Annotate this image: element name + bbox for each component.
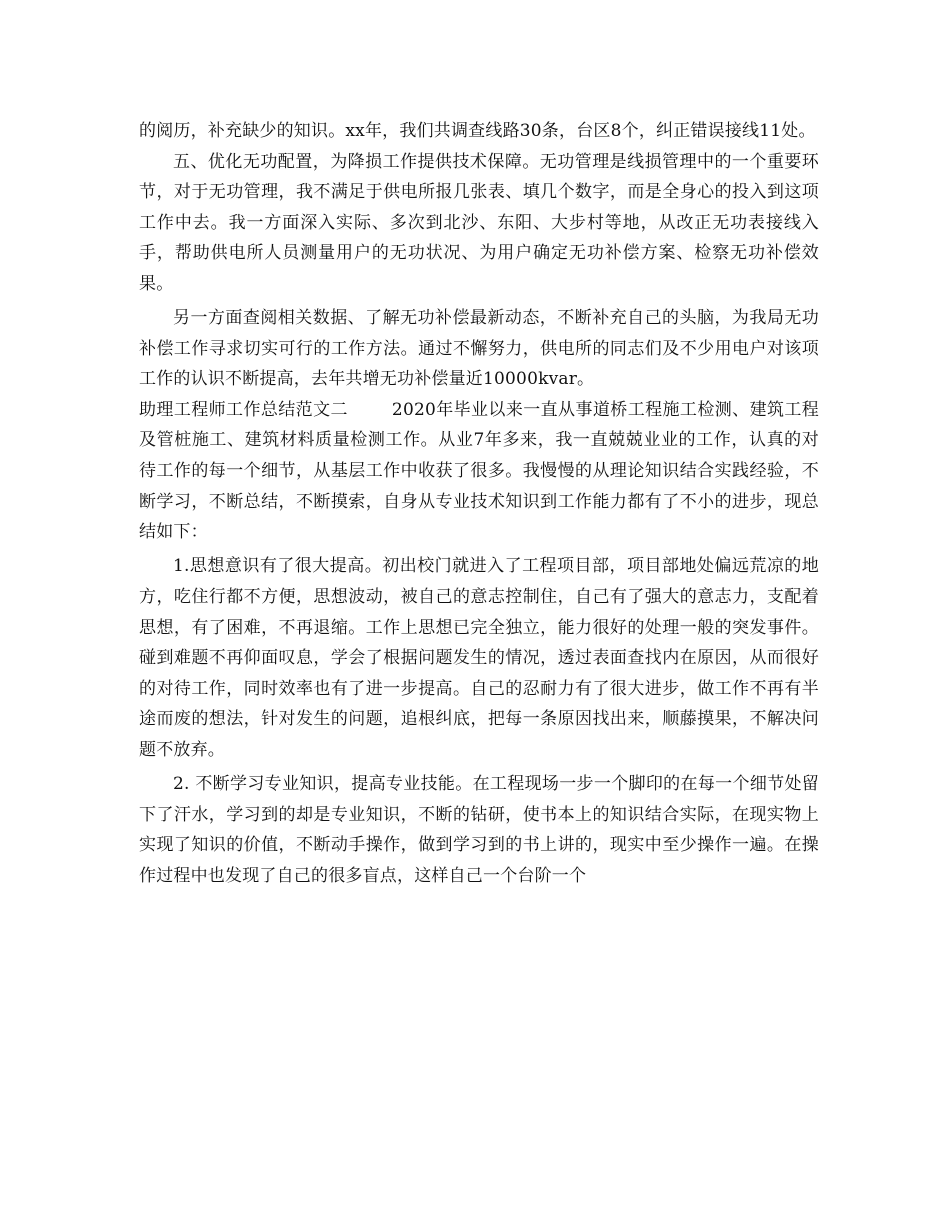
document-body — [139, 116, 819, 895]
paragraph-reactive-power-optimization: 五、优化无功配置，为降损工作提供技术保障。无功管理是线损管理中的一个重要环节，对于无功管理，我不满足于供电所报几张表、填几个数字，而是全身心的投入到这项工作中去。我一方面深入实际、多次到北沙、东阳、大步村等地，从改正无功表接线入手，帮助供电所人员测量用户的无功状况、为用户确定无功补偿方案、检察无功补偿效果。 — [139, 151, 819, 294]
paragraph-reactive-compensation-research: 另一方面查阅相关数据、了解无功补偿最新动态，不断补充自己的头脑，为我局无功补偿工作寻求切实可行的工作方法。通过不懈努力，供电所的同志们及不少用电户对该项工作的认识不断提高，去年共增无功补偿量近10000kvar。 — [139, 308, 819, 390]
section-intro-text: 2020年毕业以来一直从事道桥工程施工检测、建筑工程及管桩施工、建筑材料质量检测工作。从业7年多来，我一直兢兢业业的工作，认真的对待工作的每一个细节，从基层工作中收获了很多。我慢慢的从理论知识结合实践经验，不断学习，不断总结，不断摸索，自身从专业技术知识到工作能力都有了不小的进步，现总结如下： — [139, 399, 819, 543]
section-heading: 助理工程师工作总结范文二 — [139, 399, 348, 420]
paragraph-continuation: 的阅历，补充缺少的知识。xx年，我们共调查线路30条，台区8个，纠正错误接线11处。 — [139, 121, 816, 141]
paragraph-professional-learning: 2. 不断学习专业知识，提高专业技能。在工程现场一步一个脚印的在每一个细节处留下了汗水，学习到的却是专业知识，不断的钻研，使书本上的知识结合实际，在现实物上实现了知识的价值，不断动手操作，做到学习到的书上讲的，现实中至少操作一遍。在操作过程中也发现了自己的很多盲点，这样自己一个台阶一个 — [139, 773, 819, 886]
paragraph-ideological-awareness: 1.思想意识有了很大提高。初出校门就进入了工程项目部，项目部地处偏远荒凉的地方，吃住行都不方便，思想波动，被自己的意志控制住，自己有了强大的意志力，支配着思想，有了困难，不再退缩。工作上思想已完全独立，能力很好的处理一般的突发事件。碰到难题不再仰面叹息，学会了根据问题发生的情况，透过表面查找内在原因，从而很好的对待工作，同时效率也有了进一步提高。自己的忍耐力有了很大进步，做工作不再有半途而废的想法，针对发生的问题，追根纠底，把每一条原因找出来，顺藤摸果，不解决问题不放弃。 — [139, 556, 819, 760]
paragraph-sample-two-intro — [139, 395, 819, 548]
